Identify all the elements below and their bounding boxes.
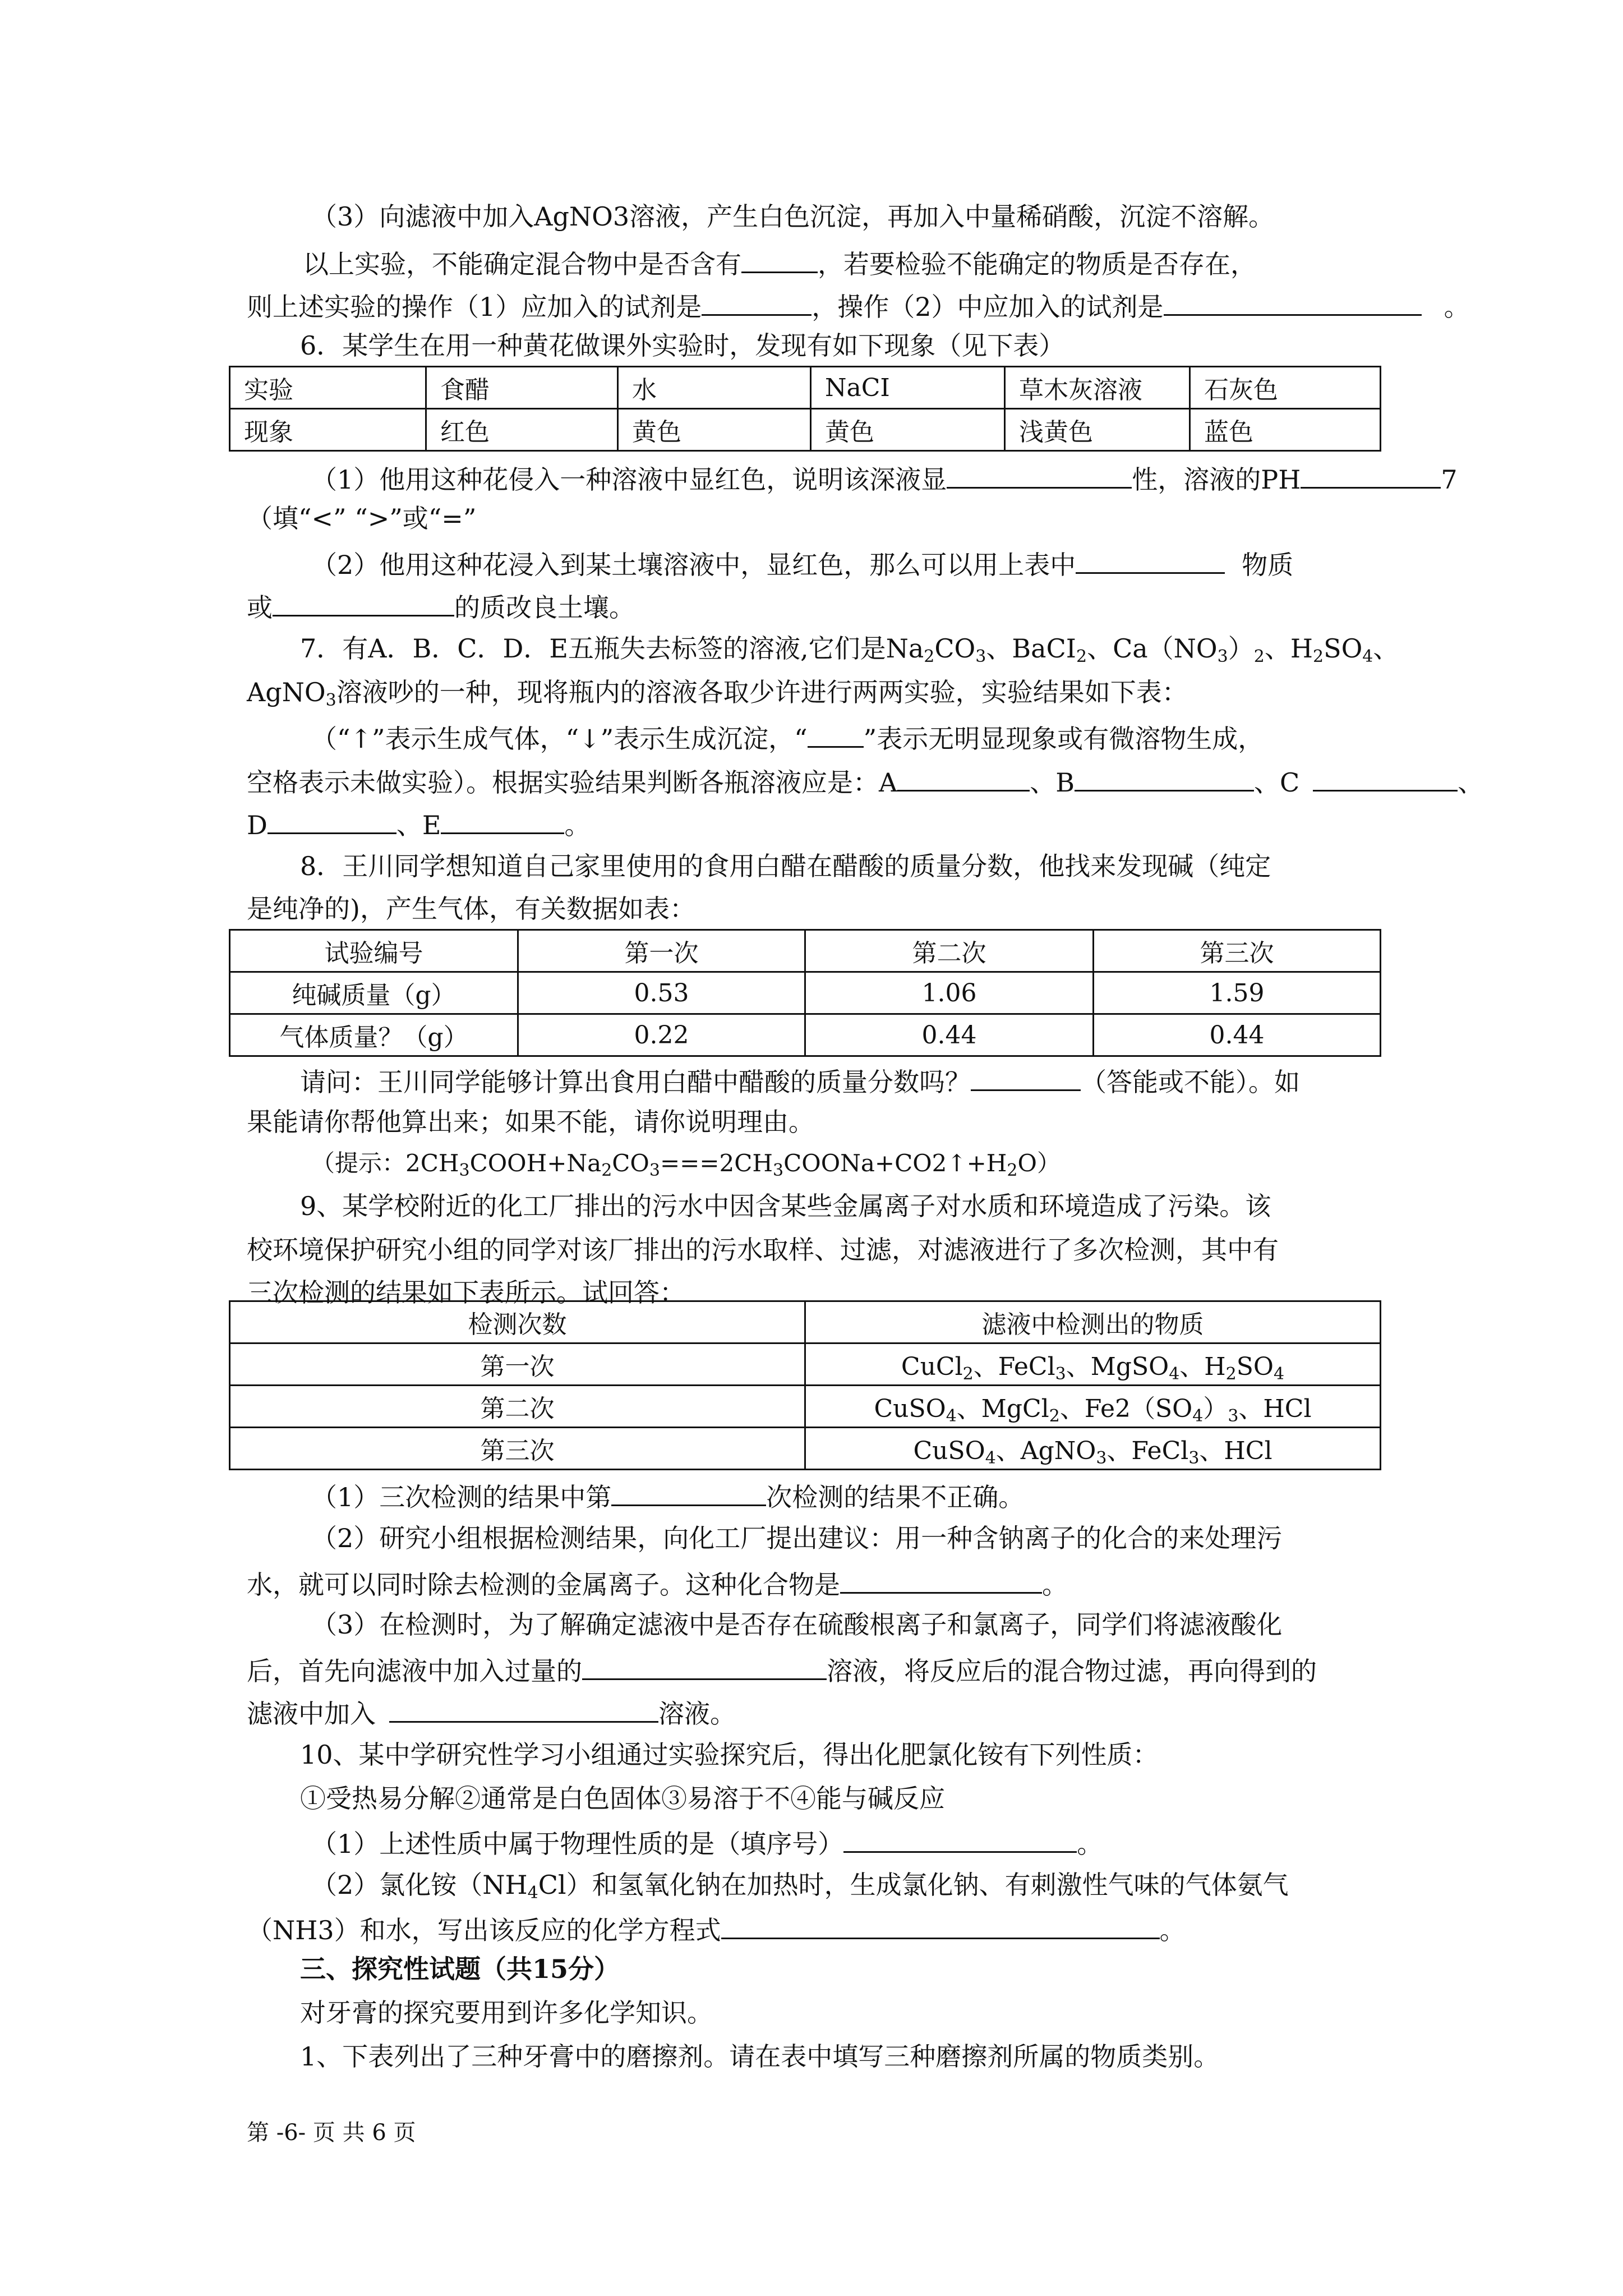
- table-cell: 石灰色: [1190, 367, 1381, 409]
- q6-table: [229, 366, 1381, 452]
- section-3-title: 三、探究性试题（共15分）: [300, 1954, 620, 1984]
- table-row: [230, 1386, 1381, 1428]
- answer-blank[interactable]: [843, 1824, 1077, 1853]
- table-cell: 红色: [426, 409, 618, 451]
- answer-blank[interactable]: [741, 245, 818, 273]
- q10-sub2-cont: （NH3）和水，写出该反应的化学方程式 。: [247, 1911, 1186, 1947]
- q6-sub2: （2）他用这种花浸入到某土壤溶液中，显红色，那么可以用上表中 物质: [311, 545, 1293, 582]
- q8-question: 请问：王川同学能够计算出食用白醋中醋酸的质量分数吗？ （答能或不能）。如: [300, 1062, 1300, 1099]
- q7-line1: 7．有A．B．C．D．E五瓶失去标签的溶液,它们是$Na_2CO_3$、BaCI$_2$、$Ca(NO_3)_2$、$H_2SO_4$、: [300, 633, 1399, 666]
- q10-properties: ①受热易分解②通常是白色固体③易溶于不④能与碱反应: [300, 1783, 945, 1814]
- table-cell: 第二次: [230, 1386, 805, 1428]
- answer-blank-d[interactable]: [268, 806, 396, 834]
- table-row: [230, 367, 1381, 409]
- table-row: [230, 409, 1381, 451]
- q9-line2: 校环境保护研究小组的同学对该厂排出的污水取样、过滤，对滤液进行了多次检测，其中有: [247, 1235, 1279, 1265]
- table-row: [230, 930, 1381, 972]
- answer-blank[interactable]: [947, 460, 1132, 489]
- table-cell: 0.44: [1094, 1014, 1381, 1056]
- q9-sub2-cont: 水，就可以同时除去检测的金属离子。这种化合物是 。: [247, 1565, 1068, 1602]
- table-cell: 黄色: [811, 409, 1005, 451]
- q10-line1: 10、某中学研究性学习小组通过实验探究后，得出化肥氯化铵有下列性质：: [300, 1740, 1159, 1770]
- table-cell: 第一次: [230, 1343, 805, 1386]
- answer-blank[interactable]: [1076, 545, 1225, 574]
- answer-blank[interactable]: [971, 1062, 1081, 1091]
- q9-sub3-cont: 后，首先向滤液中加入过量的 溶液，将反应后的混合物过滤，再向得到的: [247, 1651, 1317, 1688]
- q9-sub3-end: 滤液中加入 溶液。: [247, 1694, 736, 1731]
- q7-line2: AgNO$_3$溶液吵的一种，现将瓶内的溶液各取少许进行两两实验，实验结果如下表：: [247, 677, 1188, 710]
- table-cell: 第三次: [230, 1428, 805, 1470]
- table-cell: 纯碱质量（g）: [230, 972, 518, 1014]
- q6-sub1-note: （填“<” “>”或“=”: [247, 503, 477, 533]
- table-cell: 检测次数: [230, 1301, 805, 1343]
- page-number: 第 -6- 页 共 6 页: [247, 2120, 416, 2146]
- q5-step3: （3）向滤液中加入AgNO3溶液，产生白色沉淀，再加入中量稀硝酸，沉淀不溶解。: [311, 201, 1275, 232]
- table-cell: 黄色: [618, 409, 811, 451]
- table-cell: 草木灰溶液: [1005, 367, 1190, 409]
- q10-sub1: （1）上述性质中属于物理性质的是（填序号） 。: [311, 1824, 1103, 1861]
- table-cell: 气体质量？（g）: [230, 1014, 518, 1056]
- q8-question-cont: 果能请你帮他算出来；如果不能，请你说明理由。: [247, 1107, 814, 1137]
- answer-blank[interactable]: [721, 1911, 1160, 1939]
- answer-blank[interactable]: [611, 1478, 766, 1506]
- table-cell: 实验: [230, 367, 426, 409]
- q6-sub1: （1）他用这种花侵入一种溶液中显红色，说明该深液显 性，溶液的PH 7: [311, 460, 1458, 496]
- table-row: [230, 1428, 1381, 1470]
- q7-line3: （“↑”表示生成气体，“↓”表示生成沉淀，“ ”表示无明显现象或有微溶物生成，: [311, 719, 1264, 756]
- table-cell: 0.53: [518, 972, 805, 1014]
- q9-line3: 三次检测的结果如下表所示。试回答：: [247, 1277, 685, 1308]
- table-cell: 第一次: [518, 930, 805, 972]
- q9-line1: 9、某学校附近的化工厂排出的污水中因含某些金属离子对水质和环境造成了污染。该: [300, 1191, 1271, 1221]
- q8-table: [229, 929, 1381, 1057]
- table-cell: CuCl$_2$、FeCl$_3$、MgSO$_4$、$H_2SO_4$: [805, 1343, 1381, 1386]
- table-row: [230, 972, 1381, 1014]
- q8-line2: 是纯净的)，产生气体，有关数据如表：: [247, 894, 695, 924]
- answer-blank-e[interactable]: [441, 806, 564, 834]
- table-cell: CuSO$_4$、MgCl$_2$、$Fe2(SO_4)_3$、HCl: [805, 1386, 1381, 1428]
- q10-sub2: （2）氯化铵$(NH_4Cl)$和氢氧化钠在加热时，生成氯化钠、有刺激性气味的气体氨气: [311, 1870, 1289, 1903]
- table-cell: 第三次: [1094, 930, 1381, 972]
- q7-line5: D 、E 。: [247, 806, 590, 842]
- table-cell: 0.22: [518, 1014, 805, 1056]
- answer-blank-b[interactable]: [1075, 763, 1254, 792]
- q8-line1: 8．王川同学想知道自己家里使用的食用白醋在醋酸的质量分数，他找来发现碱（纯定: [300, 851, 1271, 881]
- table-cell: 试验编号: [230, 930, 518, 972]
- answer-blank-c[interactable]: [1313, 763, 1458, 792]
- answer-blank[interactable]: [389, 1694, 658, 1723]
- q5-conclusion-line1: 以上实验，不能确定混合物中是否含有 ，若要检验不能确定的物质是否存在，: [303, 245, 1256, 281]
- table-cell: 0.44: [805, 1014, 1094, 1056]
- q8-hint: （提示：$2CH_3COOH+Na_2CO_3===2CH_3COONa+CO2↑+H_2O$）: [311, 1149, 1061, 1180]
- table-cell: 现象: [230, 409, 426, 451]
- table-cell: 蓝色: [1190, 409, 1381, 451]
- section-3-intro: 对牙膏的探究要用到许多化学知识。: [300, 1998, 713, 2028]
- no-reaction-symbol: [808, 719, 864, 748]
- table-cell: 浅黄色: [1005, 409, 1190, 451]
- q7-line4: 空格表示未做实验）。根据实验结果判断各瓶溶液应是：A 、B 、C 、: [247, 763, 1483, 799]
- table-row: [230, 1301, 1381, 1343]
- answer-blank-a[interactable]: [897, 763, 1030, 792]
- q9-table: [229, 1300, 1381, 1470]
- answer-blank[interactable]: [582, 1651, 827, 1680]
- answer-blank[interactable]: [702, 287, 811, 316]
- table-cell: 1.06: [805, 972, 1094, 1014]
- q9-sub1: （1）三次检测的结果中第 次检测的结果不正确。: [311, 1478, 1024, 1514]
- q9-sub2: （2）研究小组根据检测结果，向化工厂提出建议：用一种含钠离子的化合的来处理污: [311, 1523, 1283, 1553]
- table-cell: 食醋: [426, 367, 618, 409]
- table-cell: NaCI: [811, 367, 1005, 409]
- q9-sub3: （3）在检测时，为了解确定滤液中是否存在硫酸根离子和氯离子，同学们将滤液酸化: [311, 1609, 1283, 1640]
- table-cell: 第二次: [805, 930, 1094, 972]
- table-cell: 滤液中检测出的物质: [805, 1301, 1381, 1343]
- table-row: [230, 1014, 1381, 1056]
- q6-sub2-cont: 或 的质改良土壤。: [247, 588, 635, 624]
- table-cell: 水: [618, 367, 811, 409]
- table-cell: CuSO$_4$、AgNO$_3$、FeCl$_3$、HCl: [805, 1428, 1381, 1470]
- q6-title: 6．某学生在用一种黄花做课外实验时，发现有如下现象（见下表）: [300, 330, 1065, 361]
- table-row: [230, 1343, 1381, 1386]
- section-3-question-1: 1、下表列出了三种牙膏中的磨擦剂。请在表中填写三种磨擦剂所属的物质类别。: [300, 2041, 1220, 2072]
- answer-blank[interactable]: [273, 588, 454, 616]
- answer-blank[interactable]: [1301, 460, 1441, 489]
- answer-blank[interactable]: [1164, 287, 1422, 316]
- answer-blank[interactable]: [840, 1565, 1042, 1594]
- table-cell: 1.59: [1094, 972, 1381, 1014]
- q5-conclusion-line2: 则上述实验的操作（1）应加入的试剂是 ，操作（2）中应加入的试剂是 。: [247, 287, 1470, 324]
